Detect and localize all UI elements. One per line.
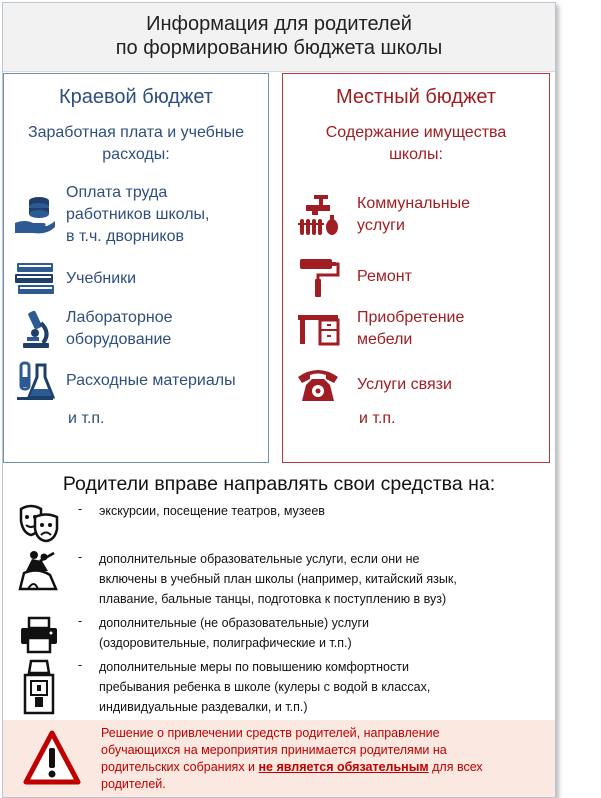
regional-budget-panel [3,73,269,463]
warning-icon [23,730,81,791]
regional-item-textbooks [12,256,136,302]
text-line: дополнительные меры по повышению комфортности [99,660,409,674]
local-etc: и т.п. [359,410,396,427]
text-line: включены в учебный план школы (например, китайский язык, [99,572,457,586]
paint-roller-icon [295,254,341,300]
bullet-dash: - [77,613,83,628]
warning-line: родителей. [101,777,166,791]
local-item-repair [295,254,412,300]
regional-budget-subtitle [4,122,268,166]
text-line: (оздоровительные, полиграфические и т.п.) [99,636,352,650]
warning-emphasis: не является обязательным [258,760,429,774]
dancers-icon [17,549,61,593]
flasks-icon [12,358,58,404]
label-line: Лабораторное [66,309,173,326]
text-line: плавание, бальные танцы, подготовка к поступлению в вуз) [99,592,447,606]
utilities-icon [295,192,341,238]
local-item-furniture-label [357,307,464,351]
local-item-repair-label: Ремонт [357,268,412,285]
regional-item-salary [12,182,209,248]
info-sheet [2,2,556,798]
label-line: Оплата труда [66,184,168,201]
label-line: мебели [357,331,413,348]
telephone-icon [295,362,341,408]
regional-item-textbooks-label: Учебники [66,270,137,287]
regional-item-salary-label [66,182,209,248]
page-header [3,3,555,72]
text-line: экскурсии, посещение театров, музеев [99,504,325,518]
regional-item-consumables-label: Расходные материалы [66,372,236,389]
parents-item-non-education [17,613,547,657]
regional-subtitle-line-1: Заработная плата и учебные [27,124,245,141]
regional-etc: и т.п. [68,410,105,427]
label-line: оборудование [66,331,172,348]
warning-text [101,725,541,793]
bullet-dash: - [77,657,83,672]
local-subtitle-line-2: школы: [389,146,443,163]
parents-item-excursions-text [99,501,325,545]
bullet-dash: - [77,549,83,564]
local-item-communication [295,362,452,408]
text-line: индивидуальные раздевалки, и т.п.) [99,700,308,714]
regional-subtitle-line-2: расходы: [102,146,170,163]
water-cooler-icon [17,657,61,717]
warning-line [101,759,541,776]
bullet-dash: - [77,501,83,516]
label-line: работников школы, [66,206,210,223]
label-line: в т.ч. дворников [66,228,184,245]
header-line-2: по формированию бюджета школы [115,37,443,59]
local-item-utilities-label [357,193,470,237]
regional-item-consumables [12,358,236,404]
desk-icon [295,306,341,352]
local-subtitle-line-1: Содержание имущества [325,124,507,141]
local-item-furniture [295,306,464,352]
regional-item-lab-equipment [12,306,172,352]
local-item-utilities [295,192,470,238]
theater-masks-icon [17,501,61,545]
microscope-icon [12,306,58,352]
warning-text-part: родительских собраниях и [101,760,259,774]
warning-line: Решение о привлечении средств родителей, направление [101,726,440,740]
printer-icon [17,613,61,657]
regional-budget-title: Краевой бюджет [59,86,213,108]
label-line: Коммунальные [357,195,471,212]
parents-item-extra-education-text [99,549,457,609]
local-budget-panel [282,73,550,463]
local-budget-title: Местный бюджет [336,86,496,108]
local-item-communication-label: Услуги связи [357,376,452,393]
parents-item-excursions [17,501,547,545]
parents-title: Родители вправе направлять свои средства на: [62,473,496,495]
parents-item-non-education-text [99,613,369,657]
regional-item-lab-label [66,307,172,351]
warning-line: обучающихся на мероприятия принимается родителями на [101,743,447,757]
books-icon [12,256,58,302]
warning-text-part: для всех [428,760,483,774]
label-line: услуги [357,217,405,234]
header-line-1: Информация для родителей [146,13,412,35]
text-line: дополнительные (не образовательные) услуги [99,616,370,630]
text-line: пребывания ребенка в школе (кулеры с водой в классах, [99,680,431,694]
text-line: дополнительные образовательные услуги, если они не [99,552,420,566]
parents-item-extra-education [17,549,547,609]
parents-item-comfort-text [99,657,430,717]
parents-item-comfort [17,657,547,717]
coins-hand-icon [12,192,58,238]
local-budget-subtitle [283,122,549,166]
warning-banner [3,720,555,797]
label-line: Приобретение [357,309,465,326]
